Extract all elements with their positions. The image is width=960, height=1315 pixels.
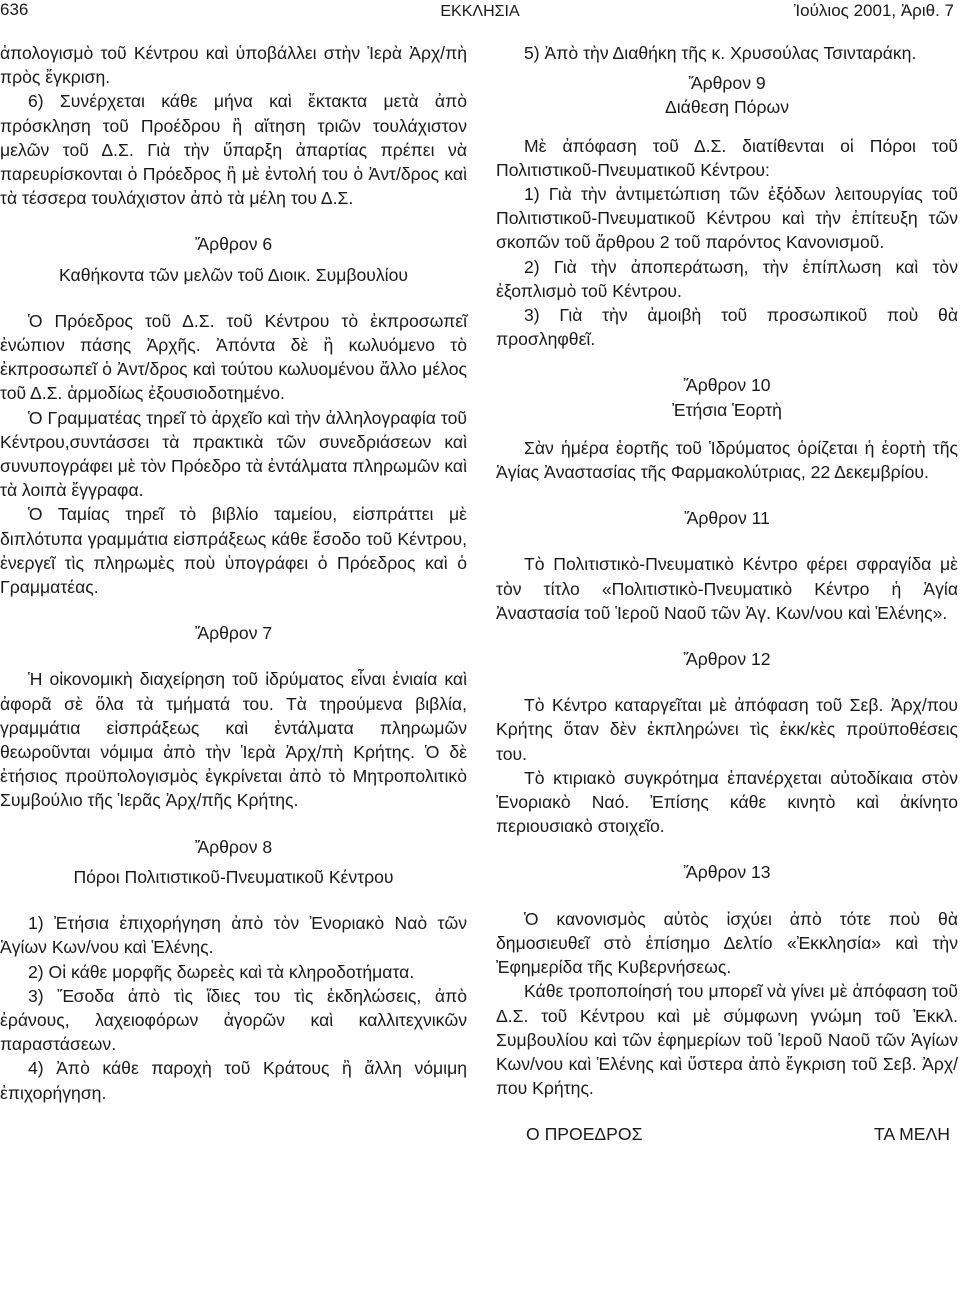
article-10-subtitle: Ἐτήσια Ἑορτὴ (672, 399, 782, 420)
signature-line (496, 1122, 958, 1146)
paragraph: Ὁ Πρόεδρος τοῦ Δ.Σ. τοῦ Κέντρου τὸ ἐκπροσωπεῖ ἐνώπιον πάσης Ἀρχῆς. Ἀπόντα δὲ ἢ κωλυόμενο τὸ ἐκπροσωπεῖ ὁ Ἀντ/δρος καὶ τούτου κωλυομένου ἄλλο μέλος τοῦ Δ.Σ. ἁρμοδίως ἐξουσιοδοτημένο. (0, 310, 467, 404)
journal-title: ΕΚΚΛΗΣΙΑ (440, 3, 520, 20)
paragraph: 3) Ἔσοδα ἀπὸ τὶς ἴδιες του τὶς ἐκδηλώσεις, ἀπὸ ἐράνους, λαχειοφόρων ἀγορῶν καὶ καλλιτεχνικῶν παραστάσεων. (0, 985, 467, 1055)
article-7-title: Ἄρθρον 7 (194, 623, 273, 644)
paragraph: 4) Ἀπὸ κάθε παροχὴ τοῦ Κράτους ἢ ἄλλη νόμιμη ἐπιχορήγηση. (0, 1058, 467, 1103)
paragraph: Σὰν ἡμέρα ἑορτῆς τοῦ Ἱδρύματος ὁρίζεται ἡ ἑορτὴ τῆς Ἁγίας Ἀναστασίας τῆς Φαρμακολύτριας, 22 Δεκεμβρίου. (496, 437, 958, 483)
paragraph: 2) Γιὰ τὴν ἀποπεράτωση, τὴν ἐπίπλωση καὶ τὸν ἐξοπλισμὸ τοῦ Κέντρου. (496, 256, 958, 301)
paragraph: Ὁ κανονισμὸς αὐτὸς ἰσχύει ἀπὸ τότε ποὺ θὰ δημοσιευθεῖ στὸ ἐπίσημο Δελτίο «Ἐκκλησία» καὶ τὴν Ἐφημερίδα τῆς Κυβερνήσεως. (496, 908, 958, 978)
paragraph: Τὸ κτιριακὸ συγκρότημα ἐπανέρχεται αὐτοδίκαια στὸν Ἐνοριακὸ Ναό. Ἐπίσης κάθε κινητὸ καὶ ἀκίνητο περιουσιακὸ στοιχεῖο. (496, 767, 958, 837)
article-11-title: Ἄρθρον 11 (684, 508, 770, 529)
article-6-title: Ἄρθρον 6 (194, 234, 273, 255)
paragraph: 1) Ἐτήσια ἐπιχορήγηση ἀπὸ τὸν Ἐνοριακὸ Ναὸ τῶν Ἁγίων Κων/νου καὶ Ἑλένης. (0, 913, 467, 958)
article-8-title: Ἄρθρον 8 (194, 836, 273, 857)
article-12-title: Ἄρθρον 12 (683, 649, 771, 670)
issue-date: Ἰούλιος 2001, Ἀριθ. 7 (793, 1, 954, 20)
paragraph: ἀπολογισμὸ τοῦ Κέντρου καὶ ὑποβάλλει στὴν Ἱερὰ Ἀρχ/πὴ πρὸς ἔγκριση. (0, 43, 467, 88)
paragraph: 3) Γιὰ τὴν ἀμοιβὴ τοῦ προσωπικοῦ ποὺ θὰ προσληφθεῖ. (496, 305, 958, 350)
paragraph: Ἡ οἰκονομικὴ διαχείρηση τοῦ ἱδρύματος εἶναι ἑνιαία καὶ ἀφορᾶ σὲ ὅλα τὰ τμήματά του. Τὰ τηρούμενα βιβλία, γραμμάτια εἰσπράξεως καὶ ἐντάλματα πληρωμῶν θεωροῦνται νόμιμα ἀπὸ τὴν Ἱερὰ Ἀρχ/πὴ Κρήτης. Ὁ δὲ ἐτήσιος προϋπολογισμὸς ἐγκρίνεται ἀπὸ τὸ Μητροπολιτικὸ Συμβούλιο τῆς Ἱερᾶς Ἀρχ/πῆς Κρήτης. (0, 669, 467, 811)
paragraph: 2) Οἱ κάθε μορφῆς δωρεὲς καὶ τὰ κληροδοτήματα. (28, 961, 415, 982)
paragraph: Τὸ Πολιτιστικὸ-Πνευματικὸ Κέντρο φέρει σφραγίδα μὲ τὸν τίτλο «Πολιτιστικὸ-Πνευματικὸ Κέντρο ἡ Ἁγία Ἀναστασία τοῦ Ἱεροῦ Ναοῦ τῶν Ἁγ. Κων/νου καὶ Ἑλένης». (496, 554, 958, 623)
signature-president: Ο ΠΡΟΕΔΡΟΣ (526, 1124, 643, 1145)
paragraph: 6) Συνέρχεται κάθε μήνα καὶ ἔκτακτα μετὰ ἀπὸ πρόσκληση τοῦ Προέδρου ἢ αἴτηση τριῶν τουλάχιστον μελῶν τοῦ Δ.Σ. Γιὰ τὴν ὕπαρξη ἀπαρτίας πρέπει νὰ παρευρίσκονται ὁ Πρόεδρος ἢ μὲ ἐντολή του ὁ Ἀντ/δρος καὶ τὰ τέσσερα τουλάχιστον ἀπὸ τὰ μέλη του Δ.Σ. (0, 91, 467, 209)
article-13-title: Ἄρθρον 13 (683, 862, 771, 883)
article-9-title: Ἄρθρον 9 (688, 73, 766, 94)
article-6-subtitle: Καθήκοντα τῶν μελῶν τοῦ Διοικ. Συμβουλίου (59, 264, 408, 285)
paragraph: 1) Γιὰ τὴν ἀντιμετώπιση τῶν ἐξόδων λειτουργίας τοῦ Πολιτιστικοῦ-Πνευματικοῦ Κέντρου καὶ τὴν ἐπίτευξη τῶν σκοπῶν τοῦ ἄρθρου 2 τοῦ παρόντος Κανονισμοῦ. (496, 184, 958, 253)
paragraph: Ὁ Γραμματέας τηρεῖ τὸ ἀρχεῖο καὶ τὴν ἀλληλογραφία τοῦ Κέντρου,συντάσσει τὰ πρακτικὰ τῶν συνεδριάσεων καὶ συνυπογράφει μὲ τὸν Πρόεδρο τὰ ἐντάλματα πληρωμῶν καὶ τὰ λοιπὰ ἔγγραφα. (0, 407, 467, 501)
paragraph: Ὁ Ταμίας τηρεῖ τὸ βιβλίο ταμείου, εἰσπράττει μὲ διπλότυπα γραμμάτια εἰσπράξεως κάθε ἔσοδο τοῦ Κέντρου, ἐνεργεῖ τὶς πληρωμὲς ποὺ ὑπογράφει ὁ Πρόεδρος καὶ ὁ Γραμματέας. (0, 504, 467, 598)
right-column (496, 41, 958, 1147)
signature-members: ΤΑ ΜΕΛΗ (874, 1124, 950, 1145)
article-8-subtitle: Πόροι Πολιτιστικοῦ-Πνευματικοῦ Κέντρου (73, 866, 394, 887)
article-10-title: Ἄρθρον 10 (683, 375, 771, 396)
page-number: 636 (0, 0, 29, 19)
paragraph: 5) Ἀπὸ τὴν Διαθήκη τῆς κ. Χρυσούλας Τσινταράκη. (524, 43, 917, 63)
article-9-subtitle: Διάθεση Πόρων (664, 97, 790, 118)
left-column (0, 41, 467, 1105)
page-header (0, 0, 960, 28)
paragraph: Μὲ ἀπόφαση τοῦ Δ.Σ. διατίθενται οἱ Πόροι τοῦ Πολιτιστικοῦ-Πνευματικοῦ Κέντρου: (496, 135, 958, 180)
paragraph: Τὸ Κέντρο καταργεῖται μὲ ἀπόφαση τοῦ Σεβ. Ἀρχ/που Κρήτης ὅταν δὲν ἐκπληρώνει τὶς ἐκκ/κὲς προϋποθέσεις του. (496, 695, 958, 764)
paragraph: Κάθε τροποποίησή του μπορεῖ νὰ γίνει μὲ ἀπόφαση τοῦ Δ.Σ. τοῦ Κέντρου καὶ μὲ σύμφωνη γνώμη τοῦ Ἐκκλ. Συμβουλίου καὶ τῶν ἐφημερίων τοῦ Ἱεροῦ Ναοῦ τῶν Ἁγίων Κων/νου καὶ Ἑλένης καὶ ὕστερα ἀπὸ ἔγκριση τοῦ Σεβ. Ἀρχ/που Κρήτης. (496, 981, 958, 1099)
